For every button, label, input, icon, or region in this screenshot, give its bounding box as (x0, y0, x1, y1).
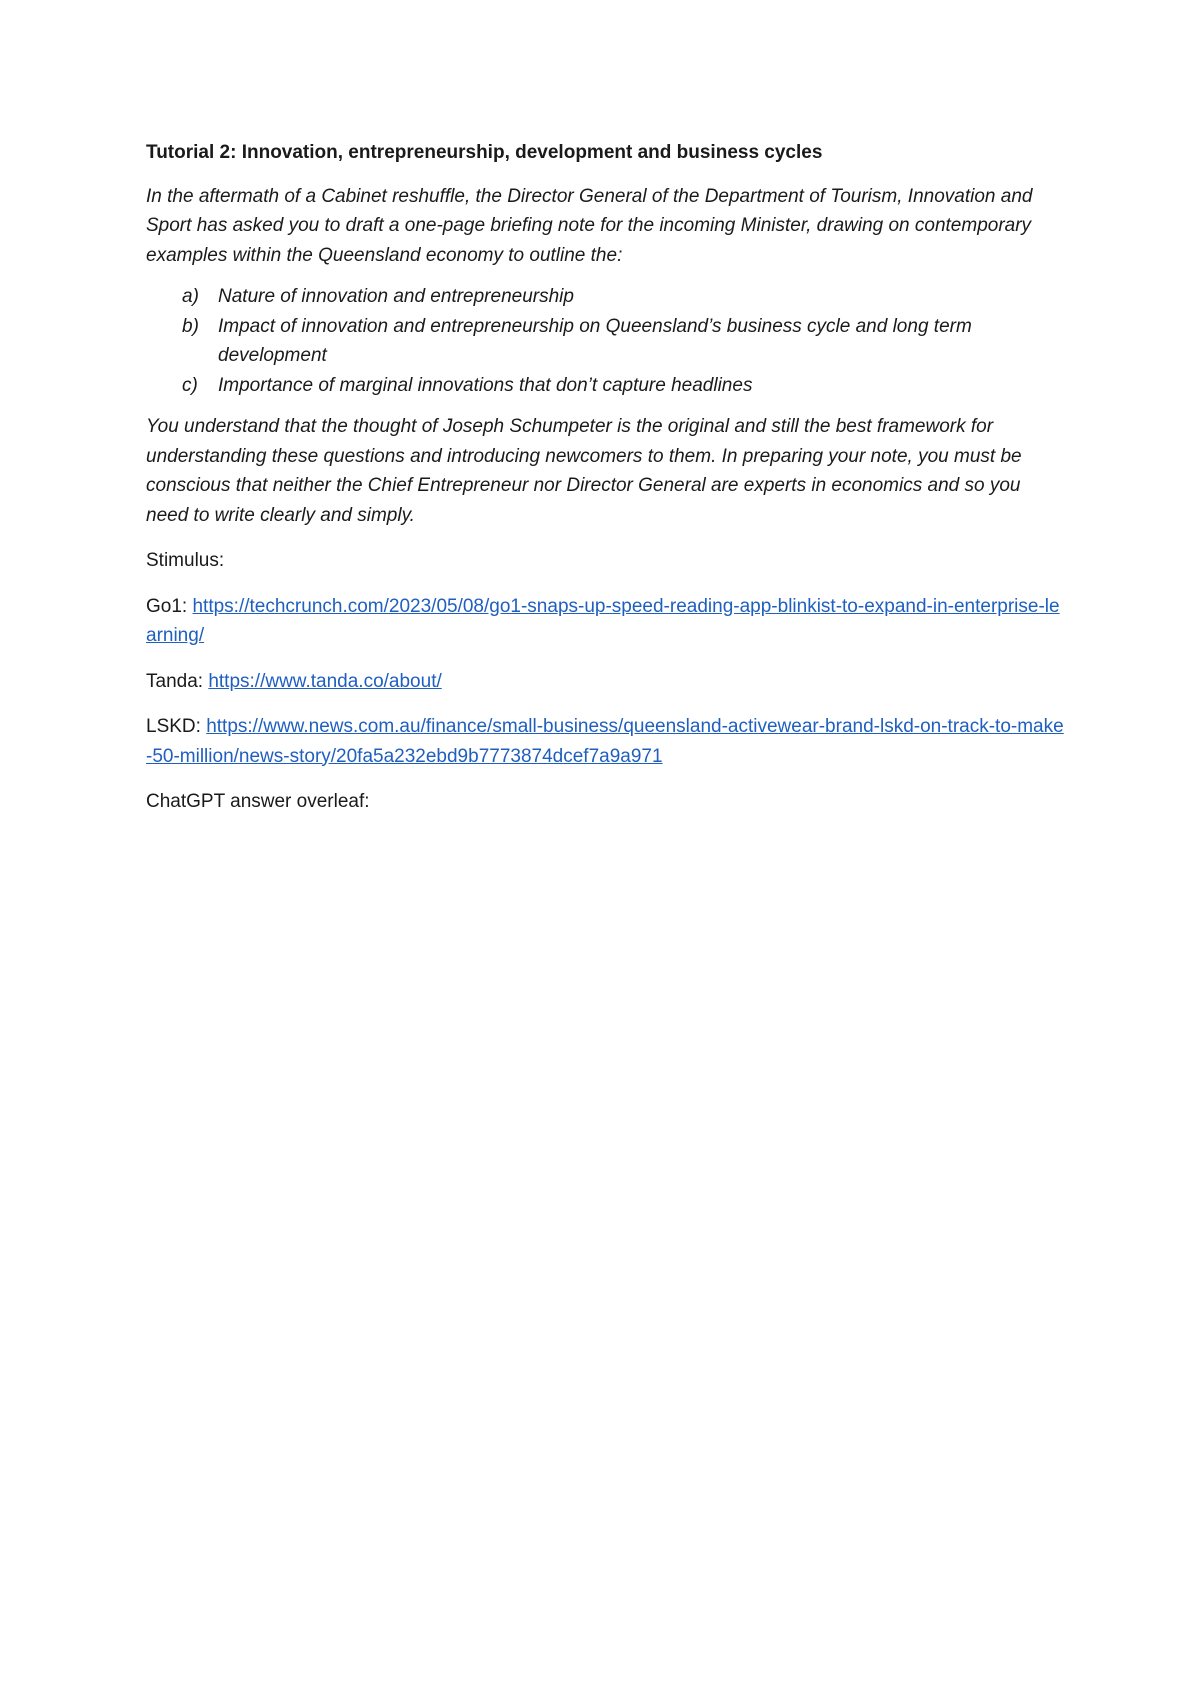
stimulus-lskd (146, 712, 1066, 771)
stimulus-tanda (146, 667, 1066, 697)
go1-link[interactable]: https://techcrunch.com/2023/05/08/go1-snaps-up-speed-reading-app-blinkist-to-expand-in-enterprise-learning/ (146, 595, 1060, 646)
page-title: Tutorial 2: Innovation, entrepreneurship, development and business cycles (146, 142, 823, 163)
task-text: Nature of innovation and entrepreneurship (218, 286, 574, 307)
task-list (146, 282, 1066, 400)
context-paragraph: You understand that the thought of Joseph Schumpeter is the original and still the best framework for understanding these questions and introducing newcomers to them. In preparing your note, you must be conscious that neither the Chief Entrepreneur nor Director General are experts in economics and so you need to write clearly and simply. (146, 416, 1022, 526)
document-page (146, 138, 1066, 833)
task-item-a (146, 282, 1066, 312)
stimulus-heading: Stimulus: (146, 550, 225, 571)
task-item-b (146, 312, 1066, 371)
task-marker: b) (182, 315, 199, 337)
intro-paragraph: In the aftermath of a Cabinet reshuffle, the Director General of the Department of Tourism, Innovation and Sport has asked you to draft a one-page briefing note for the incoming Minister, drawing on contemporary examples within the Queensland economy to outline the: (146, 185, 1033, 266)
stimulus-label: Tanda: (146, 670, 209, 692)
lskd-link[interactable]: https://www.news.com.au/finance/small-business/queensland-activewear-brand-lskd-on-track-to-make-50-million/news-story/20fa5a232ebd9b7773874dcef7a9a971 (146, 716, 1064, 767)
tanda-link[interactable]: https://www.tanda.co/about/ (208, 670, 442, 692)
stimulus-go1 (146, 592, 1066, 651)
closing-line: ChatGPT answer overleaf: (146, 791, 370, 812)
task-text: Impact of innovation and entrepreneurship on Queensland’s business cycle and long term development (218, 315, 972, 366)
stimulus-label: LSKD: (146, 716, 207, 737)
task-item-c (146, 371, 1066, 401)
task-marker: c) (182, 374, 198, 396)
stimulus-label: Go1: (146, 595, 193, 617)
task-marker: a) (182, 286, 199, 307)
task-text: Importance of marginal innovations that don’t capture headlines (218, 374, 753, 396)
